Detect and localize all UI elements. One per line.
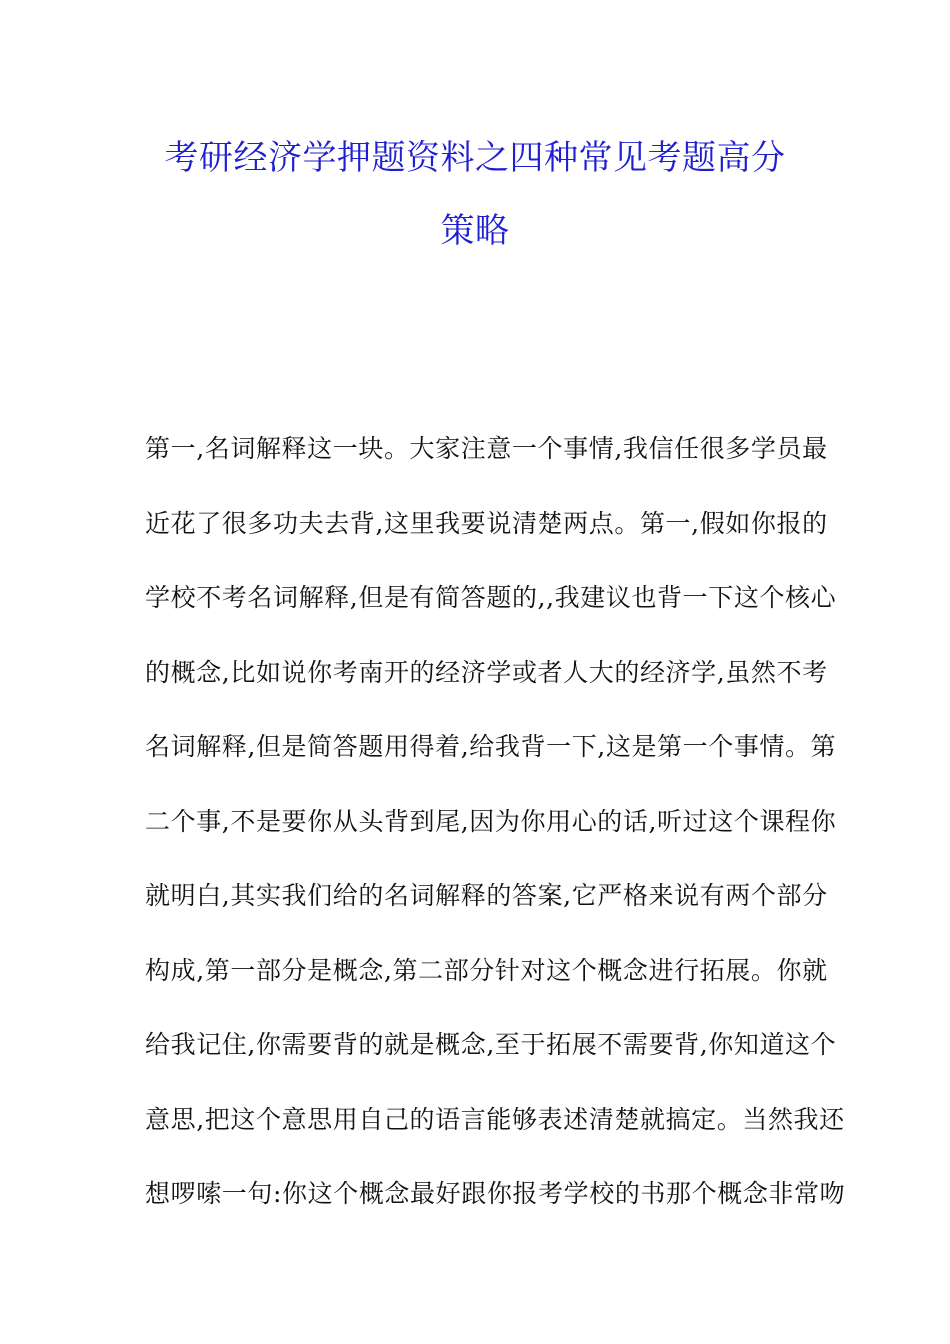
- body-line-7: 就明白,其实我们给的名词解释的答案,它严格来说有两个部分: [145, 881, 828, 910]
- title-line-1: 考研经济学押题资料之四种常见考题高分: [164, 138, 786, 178]
- body-line-10: 意思,把这个意思用自己的语言能够表述清楚就搞定。当然我还: [145, 1104, 845, 1134]
- body-line-8: 构成,第一部分是概念,第二部分针对这个概念进行拓展。你就: [145, 955, 828, 985]
- document-title: [120, 122, 830, 268]
- body-line-6: 二个事,不是要你从头背到尾,因为你用心的话,听过这个课程你: [145, 806, 837, 836]
- body-line-9: 给我记住,你需要背的就是概念,至于拓展不需要背,你知道这个: [145, 1030, 837, 1059]
- body-line-1: 第一,名词解释这一块。大家注意一个事情,我信任很多学员最: [145, 434, 828, 463]
- body-line-2: 近花了很多功夫去背,这里我要说清楚两点。第一,假如你报的: [145, 508, 828, 538]
- body-line-3: 学校不考名词解释,但是有简答题的,,我建议也背一下这个核心: [145, 583, 837, 612]
- body-line-5: 名词解释,但是简答题用得着,给我背一下,这是第一个事情。第: [145, 732, 837, 761]
- body-line-4: 的概念,比如说你考南开的经济学或者人大的经济学,虽然不考: [145, 657, 828, 687]
- body-line-11: 想啰嗦一句:你这个概念最好跟你报考学校的书那个概念非常吻: [145, 1179, 846, 1208]
- body-paragraph: [145, 412, 846, 1232]
- title-line-2: 策略: [440, 211, 510, 251]
